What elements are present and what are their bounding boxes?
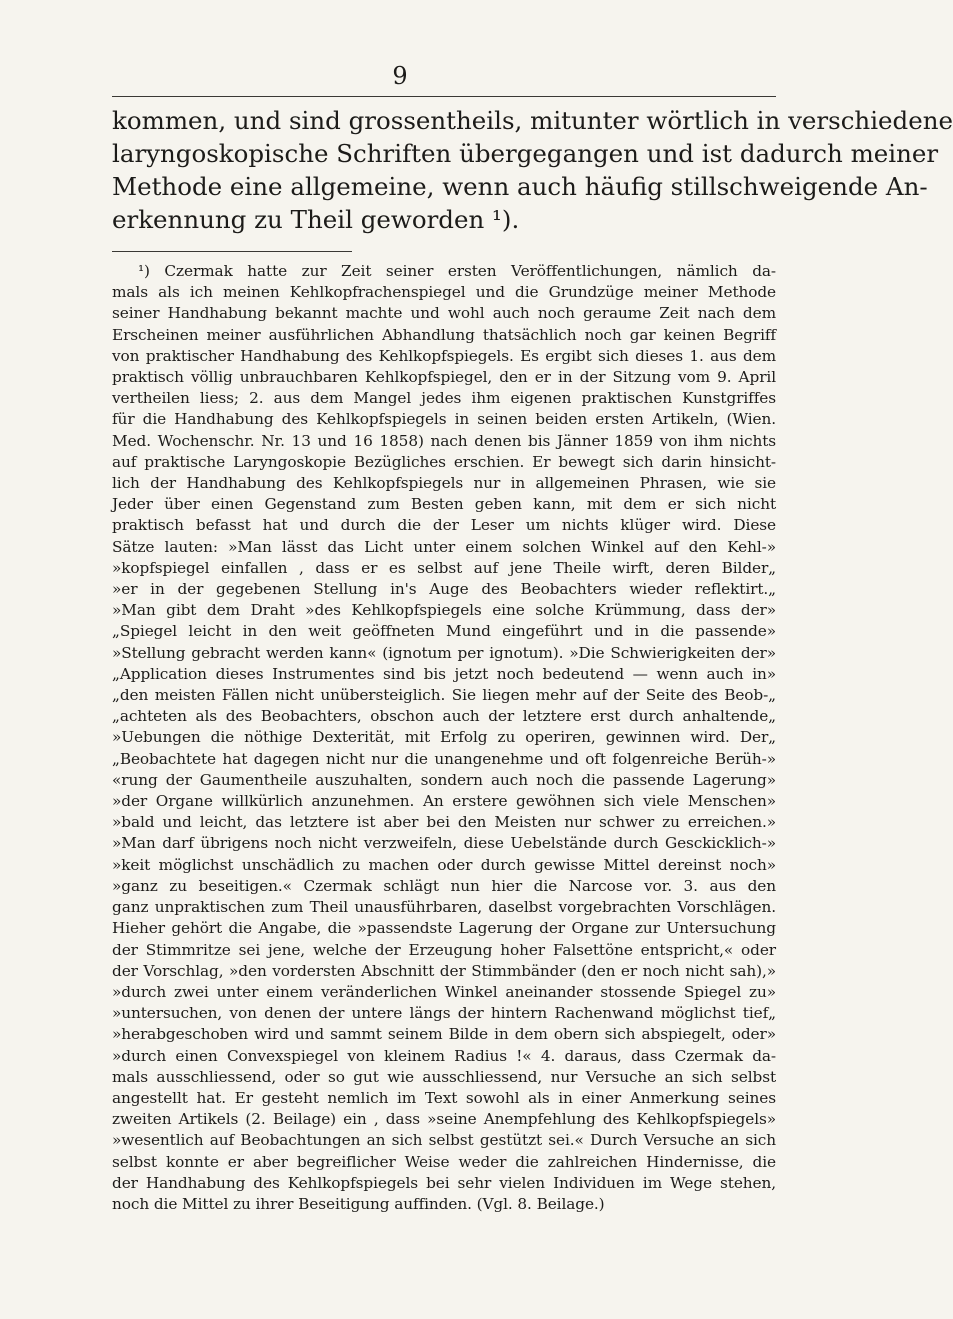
- main-text: [112, 104, 953, 236]
- footnote-line: »er in der gegebenen Stellung in's Auge des Beobachters wieder reflektirt.„: [112, 580, 776, 599]
- footnote-line: zweiten Artikels (2. Beilage) ein , dass »seine Anempfehlung des Kehlkopfspiegels»: [112, 1110, 776, 1129]
- footnote-line: mals als ich meinen Kehlkopfrachenspiegel und die Grundzüge meiner Methode: [112, 283, 776, 302]
- footnote-line: vertheilen liess; 2. aus dem Mangel jedes ihm eigenen praktischen Kunstgriffes: [112, 389, 776, 408]
- header-rule: [112, 96, 776, 97]
- footnote-line: seiner Handhabung bekannt machte und wohl auch noch geraume Zeit nach dem: [112, 304, 776, 323]
- footnote-line: „Application dieses Instrumentes sind bis jetzt noch bedeutend — wenn auch in»: [112, 664, 776, 683]
- text-line: laryngoskopische Schriften übergegangen und ist dadurch meiner: [112, 139, 939, 168]
- footnote-line: Sätze lauten: »Man lässt das Licht unter einem solchen Winkel auf den Kehl-»: [112, 537, 776, 556]
- footnote-line: „Spiegel leicht in den weit geöffneten Mund eingeführt und in die passende»: [112, 622, 776, 641]
- footnote-line: »kopfspiegel einfallen , dass er es selbst auf jene Theile wirft, deren Bilder„: [112, 558, 776, 577]
- footnote-line: angestellt hat. Er gesteht nemlich im Text sowohl als in einer Anmerkung seines: [112, 1088, 776, 1107]
- footnote-line: »wesentlich auf Beobachtungen an sich selbst gestützt sei.« Durch Versuche an sich: [112, 1131, 776, 1150]
- footnote-line: der Stimmritze sei jene, welche der Erzeugung hoher Falsettöne entspricht,« oder: [112, 940, 776, 959]
- footnote-line: Hieher gehört die Angabe, die »passendste Lagerung der Organe zur Untersuchung: [112, 919, 776, 938]
- footnote-line: Med. Wochenschr. Nr. 13 und 16 1858) nach denen bis Jänner 1859 von ihm nichts: [112, 431, 776, 450]
- footnote-line: »ganz zu beseitigen.« Czermak schlägt nun hier die Narcose vor. 3. aus den: [112, 876, 776, 895]
- footnote-line: »Stellung gebracht werden kann« (ignotum per ignotum). »Die Schwierigkeiten der»: [112, 643, 776, 662]
- footnote-line: noch die Mittel zu ihrer Beseitigung auffinden. (Vgl. 8. Beilage.): [112, 1194, 605, 1213]
- footnote-line: »durch zwei unter einem veränderlichen Winkel aneinander stossende Spiegel zu»: [112, 982, 776, 1001]
- footnote-line: »keit möglichst unschädlich zu machen oder durch gewisse Mittel dereinst noch»: [112, 855, 776, 874]
- footnote-line: Erscheinen meiner ausführlichen Abhandlung thatsächlich noch gar keinen Begriff: [112, 325, 776, 344]
- footnote-line: „den meisten Fällen nicht unübersteiglich. Sie liegen mehr auf der Seite des Beob-„: [112, 686, 776, 705]
- text-line: erkennung zu Theil geworden ¹).: [112, 205, 520, 234]
- footnote: [112, 261, 776, 1215]
- footnote-line: Jeder über einen Gegenstand zum Besten geben kann, mit dem er sich nicht: [112, 495, 776, 514]
- footnote-line: selbst konnte er aber begreiflicher Weise weder die zahlreichen Hindernisse, die: [112, 1152, 776, 1171]
- footnote-line: »Man gibt dem Draht »des Kehlkopfspiegels eine solche Krümmung, dass der»: [112, 601, 776, 620]
- page-number: 9: [392, 62, 408, 90]
- footnote-line: «rung der Gaumentheile auszuhalten, sondern auch noch die passende Lagerung»: [112, 770, 776, 789]
- footnote-line: lich der Handhabung des Kehlkopfspiegels nur in allgemeinen Phrasen, wie sie: [112, 474, 776, 493]
- text-line: kommen, und sind grossentheils, mitunter wörtlich in verschiedene: [112, 106, 953, 135]
- footnote-line: »Man darf übrigens noch nicht verzweifeln, diese Uebelstände durch Gesckicklich-»: [112, 834, 776, 853]
- footnote-line: ganz unpraktischen zum Theil unausführbaren, daselbst vorgebrachten Vorschlägen.: [112, 898, 776, 917]
- footnote-line: »bald und leicht, das letztere ist aber bei den Meisten nur schwer zu erreichen.»: [112, 813, 776, 832]
- footnote-line: »der Organe willkürlich anzunehmen. An erstere gewöhnen sich viele Menschen»: [112, 792, 776, 811]
- footnote-line: praktisch befasst hat und durch die der Leser um nichts klüger wird. Diese: [112, 516, 776, 535]
- footnote-line: »Uebungen die nöthige Dexterität, mit Erfolg zu operiren, gewinnen wird. Der„: [112, 728, 776, 747]
- footnote-line: von praktischer Handhabung des Kehlkopfspiegels. Es ergibt sich dieses 1. aus dem: [112, 346, 776, 365]
- footnote-line: „Beobachtete hat dagegen nicht nur die unangenehme und oft folgenreiche Berüh-»: [112, 749, 776, 768]
- footnote-line: für die Handhabung des Kehlkopfspiegels in seinen beiden ersten Artikeln, (Wien.: [112, 410, 776, 429]
- footnote-rule: [112, 251, 352, 252]
- footnote-line: mals ausschliessend, oder so gut wie ausschliessend, nur Versuche an sich selbst: [112, 1067, 776, 1086]
- footnote-line: ¹) Czermak hatte zur Zeit seiner ersten Veröffentlichungen, nämlich da-: [138, 262, 776, 280]
- footnote-line: der Handhabung des Kehlkopfspiegels bei sehr vielen Individuen im Wege stehen,: [112, 1173, 776, 1192]
- text-line: Methode eine allgemeine, wenn auch häufig stillschweigende An-: [112, 172, 928, 201]
- footnote-line: »untersuchen, von denen der untere längs der hintern Rachenwand möglichst tief„: [112, 1004, 776, 1023]
- footnote-line: der Vorschlag, »den vordersten Abschnitt der Stimmbänder (den er noch nicht sah),»: [112, 961, 776, 980]
- footnote-line: auf praktische Laryngoskopie Bezügliches erschien. Er bewegt sich darin hinsicht-: [112, 452, 776, 471]
- footnote-line: »durch einen Convexspiegel von kleinem Radius !« 4. daraus, dass Czermak da-: [112, 1046, 776, 1065]
- footnote-line: „achteten als des Beobachters, obschon auch der letztere erst durch anhaltende„: [112, 707, 776, 726]
- footnote-line: praktisch völlig unbrauchbaren Kehlkopfspiegel, den er in der Sitzung vom 9. April: [112, 368, 776, 387]
- footnote-line: »herabgeschoben wird und sammt seinem Bilde in dem obern sich abspiegelt, oder»: [112, 1025, 776, 1044]
